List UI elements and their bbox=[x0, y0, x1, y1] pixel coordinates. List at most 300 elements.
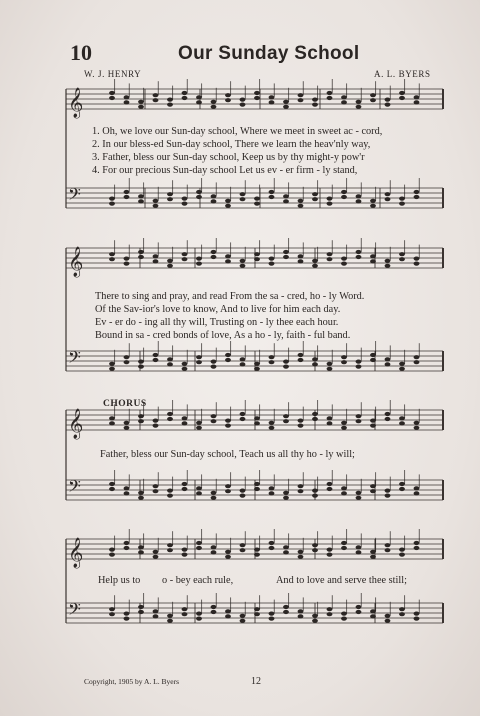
notehead bbox=[283, 491, 289, 495]
notehead bbox=[211, 545, 217, 549]
treble-clef-icon: 𝄞 bbox=[68, 88, 84, 118]
notehead bbox=[356, 250, 362, 254]
notehead bbox=[399, 482, 405, 486]
notehead bbox=[182, 96, 188, 100]
notehead bbox=[182, 416, 188, 420]
notehead bbox=[399, 548, 405, 552]
notehead bbox=[211, 491, 217, 495]
notehead bbox=[196, 541, 202, 545]
notehead bbox=[269, 262, 275, 266]
notehead bbox=[414, 486, 420, 490]
notehead bbox=[153, 614, 159, 618]
notehead bbox=[124, 612, 130, 616]
treble-clef-icon: 𝄞 bbox=[68, 409, 84, 439]
notehead bbox=[211, 419, 217, 423]
notehead bbox=[124, 421, 130, 425]
notehead bbox=[269, 95, 275, 99]
notehead bbox=[298, 550, 304, 554]
notehead bbox=[109, 416, 115, 420]
notehead bbox=[327, 197, 333, 201]
notehead bbox=[153, 555, 159, 559]
notehead bbox=[327, 362, 333, 366]
notehead bbox=[254, 96, 260, 100]
notehead bbox=[269, 426, 275, 430]
composer-credit: A. L. BYERS bbox=[374, 69, 431, 79]
notehead bbox=[283, 414, 289, 418]
notehead bbox=[298, 489, 304, 493]
notehead bbox=[399, 612, 405, 616]
notehead bbox=[225, 204, 231, 208]
notehead bbox=[240, 259, 246, 263]
notehead bbox=[124, 617, 130, 621]
notehead bbox=[240, 264, 246, 268]
notehead bbox=[269, 355, 275, 359]
notehead bbox=[356, 255, 362, 259]
page-number: 12 bbox=[251, 676, 261, 687]
notehead bbox=[138, 255, 144, 259]
notehead bbox=[254, 421, 260, 425]
notehead bbox=[109, 548, 115, 552]
notehead bbox=[327, 257, 333, 261]
notehead bbox=[283, 610, 289, 614]
notehead bbox=[225, 614, 231, 618]
verse-2-line-1: 2. In our bless-ed Sun-day school, There we learn the heav'nly way, bbox=[92, 139, 371, 150]
notehead bbox=[225, 98, 231, 102]
notehead bbox=[254, 257, 260, 261]
notehead bbox=[414, 617, 420, 621]
notehead bbox=[138, 550, 144, 554]
notehead bbox=[385, 412, 391, 416]
notehead bbox=[240, 543, 246, 547]
notehead bbox=[211, 250, 217, 254]
notehead bbox=[211, 414, 217, 418]
notehead bbox=[240, 614, 246, 618]
treble-clef-icon: 𝄞 bbox=[68, 538, 84, 568]
notehead bbox=[138, 199, 144, 203]
notehead bbox=[109, 421, 115, 425]
notehead bbox=[414, 262, 420, 266]
notehead bbox=[182, 553, 188, 557]
notehead bbox=[370, 259, 376, 263]
notehead bbox=[196, 355, 202, 359]
notehead bbox=[312, 412, 318, 416]
notehead bbox=[182, 91, 188, 95]
notehead bbox=[341, 426, 347, 430]
notehead bbox=[225, 555, 231, 559]
notehead bbox=[240, 417, 246, 421]
notehead bbox=[167, 197, 173, 201]
notehead bbox=[240, 619, 246, 623]
notehead bbox=[153, 419, 159, 423]
notehead bbox=[124, 360, 130, 364]
notehead bbox=[109, 482, 115, 486]
notehead bbox=[196, 612, 202, 616]
notehead bbox=[240, 548, 246, 552]
notehead bbox=[138, 365, 144, 369]
notehead bbox=[312, 619, 318, 623]
notehead bbox=[414, 100, 420, 104]
notehead bbox=[341, 617, 347, 621]
notehead bbox=[138, 414, 144, 418]
notehead bbox=[312, 417, 318, 421]
notehead bbox=[182, 612, 188, 616]
copyright-notice: Copyright, 1905 by A. L. Byers bbox=[84, 677, 179, 686]
notehead bbox=[254, 252, 260, 256]
notehead bbox=[109, 362, 115, 366]
notehead bbox=[182, 202, 188, 206]
notehead bbox=[399, 202, 405, 206]
notehead bbox=[240, 197, 246, 201]
notehead bbox=[341, 257, 347, 261]
notehead bbox=[124, 262, 130, 266]
notehead bbox=[283, 360, 289, 364]
notehead bbox=[399, 487, 405, 491]
notehead bbox=[312, 103, 318, 107]
notehead bbox=[153, 259, 159, 263]
notehead bbox=[109, 252, 115, 256]
notehead bbox=[327, 202, 333, 206]
notehead bbox=[254, 612, 260, 616]
notehead bbox=[225, 550, 231, 554]
notehead bbox=[283, 100, 289, 104]
notehead bbox=[254, 362, 260, 366]
notehead bbox=[196, 546, 202, 550]
notehead bbox=[356, 419, 362, 423]
notehead bbox=[312, 614, 318, 618]
notehead bbox=[269, 491, 275, 495]
notehead bbox=[399, 553, 405, 557]
notehead bbox=[196, 190, 202, 194]
notehead bbox=[399, 362, 405, 366]
notehead bbox=[196, 257, 202, 261]
notehead bbox=[356, 550, 362, 554]
notehead bbox=[167, 619, 173, 623]
notehead bbox=[225, 93, 231, 97]
notehead bbox=[211, 360, 217, 364]
notehead bbox=[399, 96, 405, 100]
notehead bbox=[167, 264, 173, 268]
notehead bbox=[385, 417, 391, 421]
notehead bbox=[124, 546, 130, 550]
notehead bbox=[153, 358, 159, 362]
notehead bbox=[240, 412, 246, 416]
notehead bbox=[341, 541, 347, 545]
notehead bbox=[269, 195, 275, 199]
notehead bbox=[385, 619, 391, 623]
notehead bbox=[327, 612, 333, 616]
notehead bbox=[341, 195, 347, 199]
notehead bbox=[211, 610, 217, 614]
notehead bbox=[298, 254, 304, 258]
notehead bbox=[312, 98, 318, 102]
notehead bbox=[327, 367, 333, 371]
notehead bbox=[385, 614, 391, 618]
notehead bbox=[196, 262, 202, 266]
notehead bbox=[356, 365, 362, 369]
notehead bbox=[399, 421, 405, 425]
notehead bbox=[138, 605, 144, 609]
notehead bbox=[385, 489, 391, 493]
notehead bbox=[153, 98, 159, 102]
notehead bbox=[298, 98, 304, 102]
notehead bbox=[138, 496, 144, 500]
notehead bbox=[414, 612, 420, 616]
notehead bbox=[167, 192, 173, 196]
bass-clef-icon: 𝄢 bbox=[68, 599, 81, 623]
notehead bbox=[124, 190, 130, 194]
notehead bbox=[370, 489, 376, 493]
notehead bbox=[414, 546, 420, 550]
notehead bbox=[124, 355, 130, 359]
notehead bbox=[254, 487, 260, 491]
notehead bbox=[283, 496, 289, 500]
notehead bbox=[283, 365, 289, 369]
notehead bbox=[109, 96, 115, 100]
notehead bbox=[167, 103, 173, 107]
notehead bbox=[414, 541, 420, 545]
treble-clef-icon: 𝄞 bbox=[68, 247, 84, 277]
notehead bbox=[254, 548, 260, 552]
notehead bbox=[167, 543, 173, 547]
chorus-line-2b: o - bey each rule, bbox=[162, 575, 234, 586]
notehead bbox=[254, 482, 260, 486]
notehead bbox=[225, 259, 231, 263]
notehead bbox=[414, 257, 420, 261]
notehead bbox=[312, 548, 318, 552]
notehead bbox=[327, 91, 333, 95]
notehead bbox=[167, 494, 173, 498]
notehead bbox=[254, 607, 260, 611]
notehead bbox=[341, 491, 347, 495]
notehead bbox=[109, 607, 115, 611]
verse-4-line-1: 4. For our precious Sun-day school Let us ev - er firm - ly stand, bbox=[92, 165, 358, 176]
hymn-title: Our Sunday School bbox=[178, 43, 360, 64]
notehead bbox=[211, 605, 217, 609]
notehead bbox=[196, 421, 202, 425]
notehead bbox=[341, 421, 347, 425]
notehead bbox=[109, 257, 115, 261]
notehead bbox=[211, 255, 217, 259]
notehead bbox=[153, 424, 159, 428]
notehead bbox=[167, 489, 173, 493]
notehead bbox=[240, 103, 246, 107]
notehead bbox=[138, 250, 144, 254]
notehead bbox=[182, 421, 188, 425]
notehead bbox=[370, 98, 376, 102]
notehead bbox=[327, 96, 333, 100]
notehead bbox=[414, 360, 420, 364]
notehead bbox=[356, 105, 362, 109]
notehead bbox=[298, 424, 304, 428]
notehead bbox=[182, 487, 188, 491]
notehead bbox=[399, 257, 405, 261]
notehead bbox=[211, 365, 217, 369]
notehead bbox=[153, 353, 159, 357]
notehead bbox=[414, 491, 420, 495]
notehead bbox=[298, 199, 304, 203]
notehead bbox=[356, 194, 362, 198]
notehead bbox=[312, 494, 318, 498]
notehead bbox=[182, 362, 188, 366]
notehead bbox=[298, 353, 304, 357]
notehead bbox=[356, 100, 362, 104]
notehead bbox=[341, 190, 347, 194]
notehead bbox=[341, 355, 347, 359]
notehead bbox=[356, 496, 362, 500]
notehead bbox=[225, 254, 231, 258]
notehead bbox=[356, 610, 362, 614]
notehead bbox=[254, 197, 260, 201]
notehead bbox=[124, 486, 130, 490]
hymn-number: 10 bbox=[70, 40, 92, 65]
notehead bbox=[385, 192, 391, 196]
notehead bbox=[298, 419, 304, 423]
notehead bbox=[225, 489, 231, 493]
notehead bbox=[370, 353, 376, 357]
notehead bbox=[356, 199, 362, 203]
notehead bbox=[225, 484, 231, 488]
notehead bbox=[109, 197, 115, 201]
notehead bbox=[327, 553, 333, 557]
notehead bbox=[167, 417, 173, 421]
notehead bbox=[327, 482, 333, 486]
notehead bbox=[240, 192, 246, 196]
notehead bbox=[370, 358, 376, 362]
notehead bbox=[225, 199, 231, 203]
notehead bbox=[138, 360, 144, 364]
notehead bbox=[269, 100, 275, 104]
notehead bbox=[312, 489, 318, 493]
notehead bbox=[225, 358, 231, 362]
notehead bbox=[138, 545, 144, 549]
notehead bbox=[385, 357, 391, 361]
notehead bbox=[312, 192, 318, 196]
notehead bbox=[312, 197, 318, 201]
notehead bbox=[312, 259, 318, 263]
notehead bbox=[385, 98, 391, 102]
notehead bbox=[153, 254, 159, 258]
notehead bbox=[196, 491, 202, 495]
notehead bbox=[124, 491, 130, 495]
chorus-line-2c: And to love and serve thee still; bbox=[276, 575, 407, 586]
notehead bbox=[109, 553, 115, 557]
notehead bbox=[370, 254, 376, 258]
notehead bbox=[370, 614, 376, 618]
notehead bbox=[153, 609, 159, 613]
notehead bbox=[327, 487, 333, 491]
notehead bbox=[370, 93, 376, 97]
notehead bbox=[138, 491, 144, 495]
notehead bbox=[399, 607, 405, 611]
notehead bbox=[167, 98, 173, 102]
notehead bbox=[298, 204, 304, 208]
notehead bbox=[327, 252, 333, 256]
notehead bbox=[211, 496, 217, 500]
notehead bbox=[211, 100, 217, 104]
notehead bbox=[414, 426, 420, 430]
verse-1-line-2: There to sing and pray, and read From the sa - cred, ho - ly Word. bbox=[95, 291, 365, 302]
notehead bbox=[269, 546, 275, 550]
notehead bbox=[385, 548, 391, 552]
notehead bbox=[283, 545, 289, 549]
notehead bbox=[385, 264, 391, 268]
notehead bbox=[283, 550, 289, 554]
notehead bbox=[109, 612, 115, 616]
notehead bbox=[138, 610, 144, 614]
notehead bbox=[182, 367, 188, 371]
notehead bbox=[399, 416, 405, 420]
notehead bbox=[283, 419, 289, 423]
notehead bbox=[298, 609, 304, 613]
notehead bbox=[254, 553, 260, 557]
notehead bbox=[370, 419, 376, 423]
notehead bbox=[254, 367, 260, 371]
notehead bbox=[341, 612, 347, 616]
notehead bbox=[225, 609, 231, 613]
notehead bbox=[370, 424, 376, 428]
notehead bbox=[312, 362, 318, 366]
notehead bbox=[385, 103, 391, 107]
notehead bbox=[240, 98, 246, 102]
lyricist-credit: W. J. HENRY bbox=[84, 69, 142, 79]
notehead bbox=[269, 541, 275, 545]
notehead bbox=[138, 100, 144, 104]
notehead bbox=[298, 259, 304, 263]
notehead bbox=[385, 494, 391, 498]
notehead bbox=[327, 548, 333, 552]
notehead bbox=[109, 202, 115, 206]
notehead bbox=[298, 358, 304, 362]
notehead bbox=[341, 262, 347, 266]
notehead bbox=[153, 204, 159, 208]
notehead bbox=[312, 264, 318, 268]
notehead bbox=[182, 548, 188, 552]
notehead bbox=[196, 95, 202, 99]
notehead bbox=[182, 482, 188, 486]
notehead bbox=[327, 421, 333, 425]
verse-3-line-2: Ev - er do - ing all thy will, Trusting on - ly thee each hour. bbox=[95, 317, 339, 328]
notehead bbox=[399, 367, 405, 371]
notehead bbox=[341, 95, 347, 99]
notehead bbox=[211, 550, 217, 554]
notehead bbox=[399, 252, 405, 256]
notehead bbox=[124, 195, 130, 199]
notehead bbox=[196, 486, 202, 490]
notehead bbox=[138, 105, 144, 109]
verse-3-line-1: 3. Father, bless our Sun-day school, Keep us by thy might-y pow'r bbox=[92, 152, 365, 163]
notehead bbox=[124, 541, 130, 545]
notehead bbox=[153, 550, 159, 554]
notehead bbox=[196, 360, 202, 364]
notehead bbox=[153, 199, 159, 203]
notehead bbox=[240, 494, 246, 498]
notehead bbox=[182, 197, 188, 201]
notehead bbox=[211, 194, 217, 198]
notehead bbox=[385, 543, 391, 547]
verse-2-line-2: Of the Sav-ior's love to know, And to live for him each day. bbox=[95, 304, 341, 315]
notehead bbox=[109, 487, 115, 491]
notehead bbox=[182, 252, 188, 256]
notehead bbox=[370, 555, 376, 559]
notehead bbox=[341, 546, 347, 550]
notehead bbox=[370, 484, 376, 488]
chorus-line-2a: Help us to bbox=[98, 575, 141, 586]
notehead bbox=[283, 194, 289, 198]
notehead bbox=[298, 484, 304, 488]
notehead bbox=[414, 355, 420, 359]
notehead bbox=[269, 190, 275, 194]
notehead bbox=[312, 357, 318, 361]
